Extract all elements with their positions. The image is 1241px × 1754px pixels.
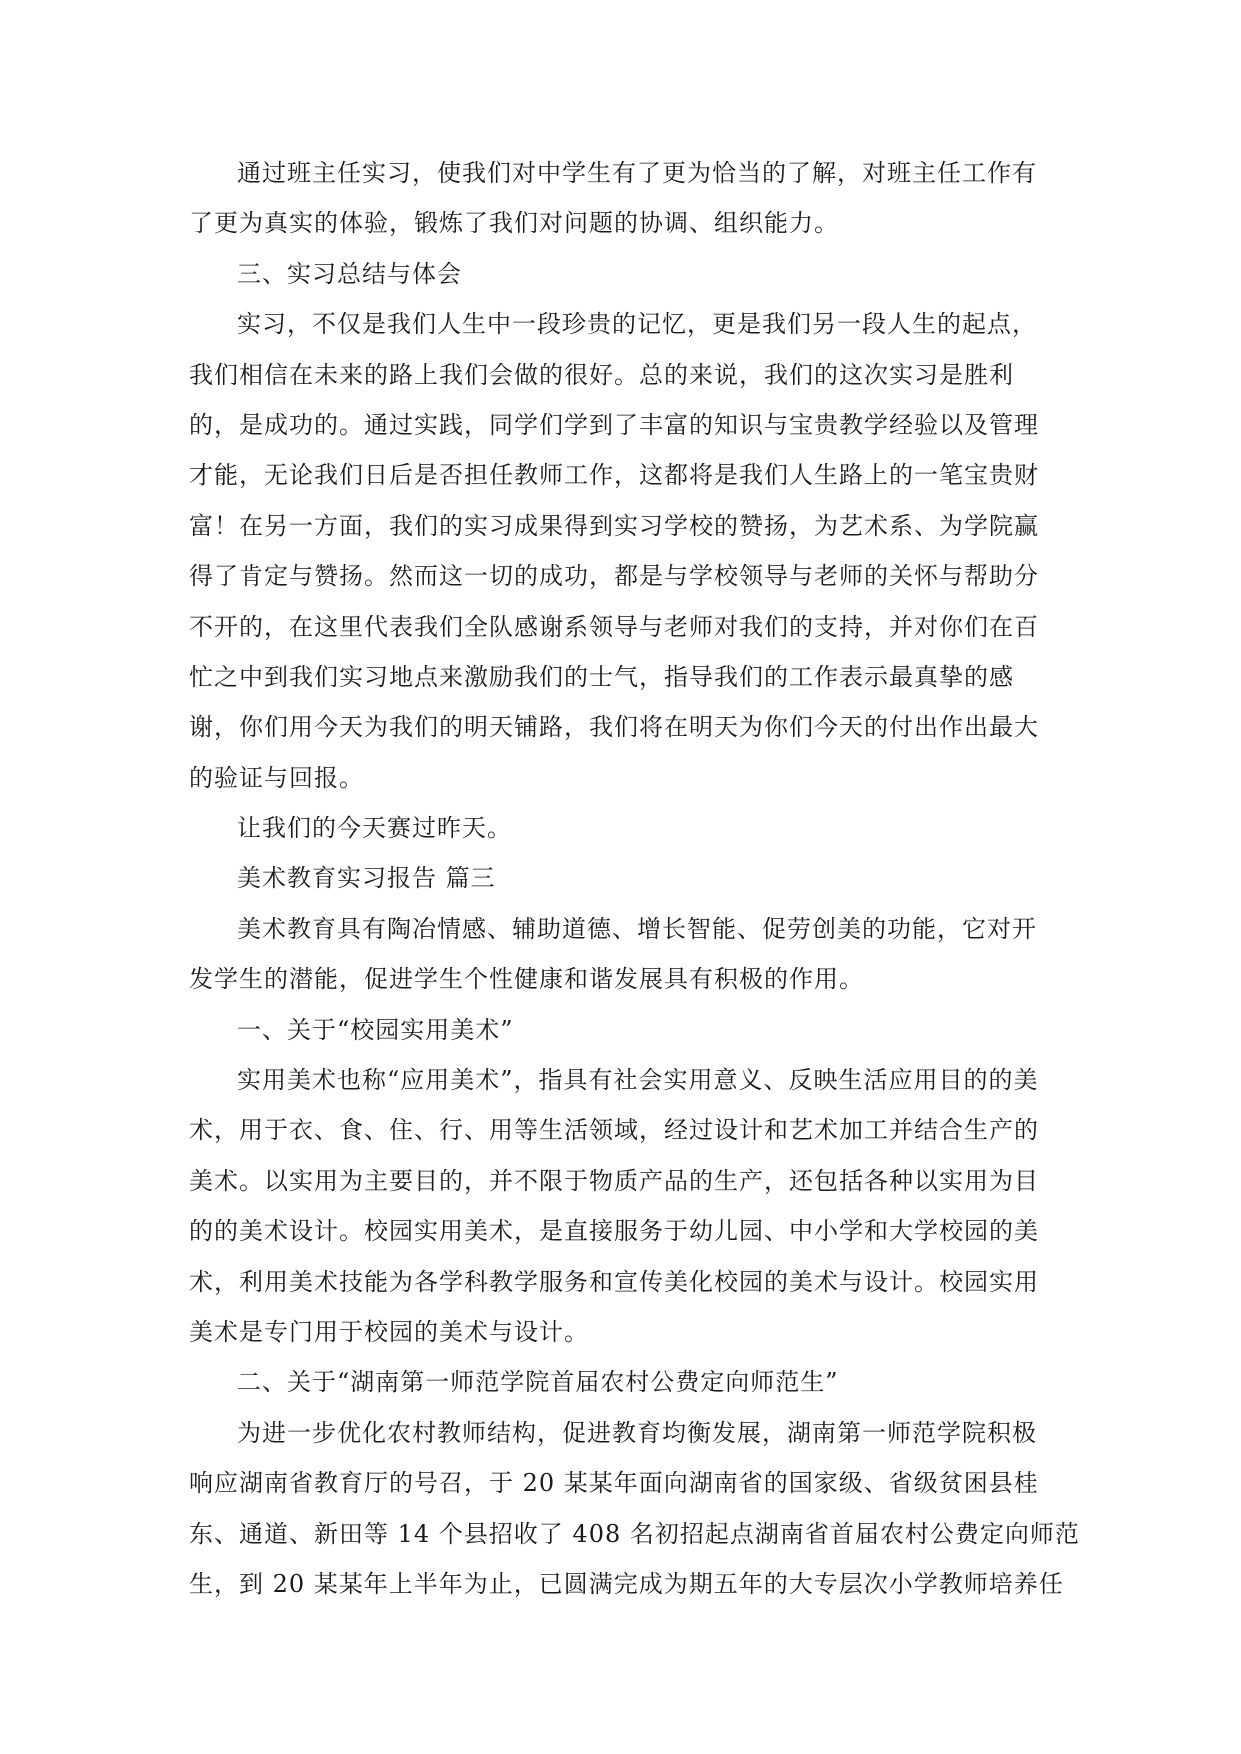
text-line: 通过班主任实习，使我们对中学生有了更为恰当的了解，对班主任工作有 bbox=[237, 159, 1037, 187]
text-line: 东、通道、新田等 14 个县招收了 408 名初招起点湖南省首届农村公费定向师范 bbox=[189, 1519, 1080, 1548]
text-line: 为进一步优化农村教师结构，促进教育均衡发展，湖南第一师范学院积极 bbox=[237, 1418, 1037, 1447]
text-line: 我们相信在未来的路上我们会做的很好。总的来说，我们的这次实习是胜利 bbox=[189, 360, 1014, 389]
text-line: 三、实习总结与体会 bbox=[237, 259, 462, 288]
text-line: 的的美术设计。校园实用美术，是直接服务于幼儿园、中小学和大学校园的美 bbox=[189, 1217, 1039, 1246]
text-line: 了更为真实的体验，锻炼了我们对问题的协调、组织能力。 bbox=[189, 209, 839, 238]
text-line: 实习，不仅是我们人生中一段珍贵的记忆，更是我们另一段人生的起点， bbox=[237, 310, 1037, 339]
text-line: 实用美术也称“应用美术”，指具有社会实用意义、反映生活应用目的的美 bbox=[237, 1066, 1039, 1095]
text-line: 美术是专门用于校园的美术与设计。 bbox=[189, 1317, 589, 1346]
text-line: 的验证与回报。 bbox=[189, 763, 364, 792]
text-line: 生，到 20 某某年上半年为止，已圆满完成为期五年的大专层次小学教师培养任 bbox=[189, 1569, 1064, 1598]
text-line: 富！在另一方面，我们的实习成果得到实习学校的赞扬，为艺术系、为学院赢 bbox=[189, 511, 1039, 540]
text-line: 忙之中到我们实习地点来激励我们的士气，指导我们的工作表示最真挚的感 bbox=[189, 662, 1014, 691]
text-line: 不开的，在这里代表我们全队感谢系领导与老师对我们的支持，并对你们在百 bbox=[189, 612, 1039, 641]
text-line: 二、关于“湖南第一师范学院首届农村公费定向师范生” bbox=[237, 1368, 839, 1397]
text-line: 响应湖南省教育厅的号召，于 20 某某年面向湖南省的国家级、省级贫困县桂 bbox=[189, 1469, 1039, 1498]
text-line: 得了肯定与赞扬。然而这一切的成功，都是与学校领导与老师的关怀与帮助分 bbox=[189, 562, 1039, 591]
text-line: 发学生的潜能，促进学生个性健康和谐发展具有积极的作用。 bbox=[189, 965, 864, 994]
text-line: 让我们的今天赛过昨天。 bbox=[237, 814, 512, 843]
text-line: 美术教育实习报告 篇三 bbox=[237, 864, 496, 893]
document-body bbox=[189, 148, 1080, 1609]
text-line: 术，用于衣、食、住、行、用等生活领域，经过设计和艺术加工并结合生产的 bbox=[189, 1116, 1039, 1145]
text-line: 的，是成功的。通过实践，同学们学到了丰富的知识与宝贵教学经验以及管理 bbox=[189, 410, 1039, 439]
text-line: 一、关于“校园实用美术” bbox=[237, 1015, 514, 1044]
text-line: 才能，无论我们日后是否担任教师工作，这都将是我们人生路上的一笔宝贵财 bbox=[189, 461, 1039, 490]
text-line: 术，利用美术技能为各学科教学服务和宣传美化校园的美术与设计。校园实用 bbox=[189, 1267, 1039, 1296]
text-line: 美术教育具有陶冶情感、辅助道德、增长智能、促劳创美的功能，它对开 bbox=[237, 914, 1037, 943]
text-line: 美术。以实用为主要目的，并不限于物质产品的生产，还包括各种以实用为目 bbox=[189, 1166, 1039, 1195]
text-line: 谢，你们用今天为我们的明天铺路，我们将在明天为你们今天的付出作出最大 bbox=[189, 713, 1039, 742]
